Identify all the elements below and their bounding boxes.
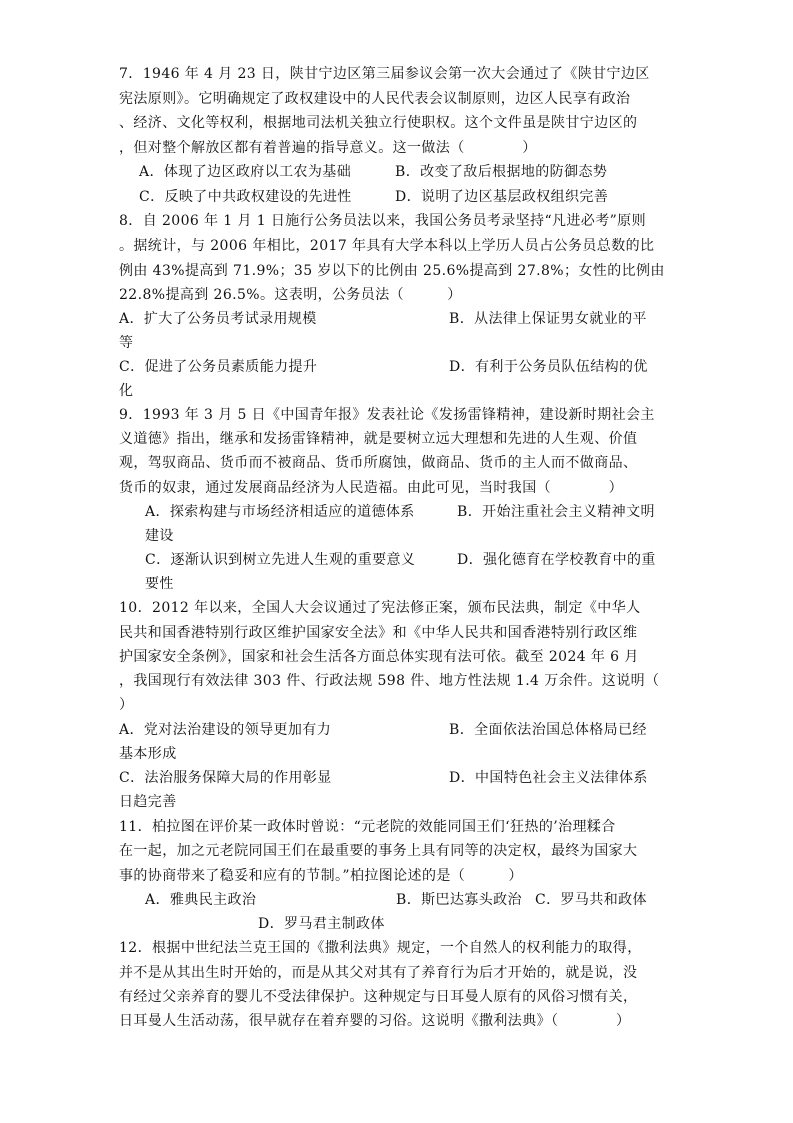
question-stem-line: 8．自 2006 年 1 月 1 日施行公务员法以来，我国公务员考录坚持“凡进必考”原则 [119,213,646,229]
option-a: A．体现了边区政府以工农为基础 [139,164,352,180]
option-d: D．有利于公务员队伍结构的优 [449,359,648,375]
question-stem-line: 例由 43%提高到 71.9%；35 岁以下的比例由 25.6%提高到 27.8%；女性的比例由 [119,263,665,279]
option-a: A．扩大了公务员考试录用规模 [119,311,317,327]
option-c: C．法治服务保障大局的作用彰显 [119,770,332,786]
question-stem-line: 护国家安全条例》，国家和社会生活各方面总体实现有法可依。截至 2024 年 6 月 [119,649,639,665]
option-b: B．全面依法治国总体格局已经 [449,722,647,738]
question-stem-line: ，我国现行有效法律 303 件、行政法规 598 件、地方性法规 1.4 万余件。这说明（ [119,673,660,689]
option-b: B．改变了敌后根据地的防御态势 [395,164,608,180]
question-stem-line: 宪法原则》。它明确规定了政权建设中的人民代表会议制原则，边区人民享有政治 [119,91,631,107]
question-stem-line: ） [119,697,134,713]
option-c: C．反映了中共政权建设的先进性 [139,189,352,205]
question-stem-line: 民共和国香港特别行政区维护国家安全法》和《中华人民共和国香港特别行政区维 [119,625,638,641]
option-b-continued: 等 [119,335,134,351]
question-stem-line: 并不是从其出生时开始的，而是从其父对其有了养育行为后才开始的，就是说，没 [119,965,638,981]
option-b: B．从法律上保证男女就业的平 [449,311,647,327]
option-c: C．促进了公务员素质能力提升 [119,359,318,375]
question-stem-line: 义道德》指出，继承和发扬雷锋精神，就是要树立远大理想和先进的人生观、价值 [119,431,638,447]
question-stem-line: 事的协商带来了稳妥和应有的节制。”柏拉图论述的是（ ） [119,868,523,884]
option-d: D．说明了边区基层政权组织完善 [395,189,609,205]
question-stem-line: 货币的奴隶，通过发展商品经济为人民造福。由此可见，当时我国（ ） [119,480,623,496]
question-stem-line: 11．柏拉图在评价某一政体时曾说：“元老院的效能同国王们‘狂热的’治理糅合 [119,819,616,835]
question-stem-line: ，但对整个解放区都有着普遍的指导意义。这一做法（ ） [119,140,537,156]
question-stem-line: 9．1993 年 3 月 5 日《中国青年报》发表社论《发扬雷锋精神，建设新时期社会主 [119,407,655,423]
option-c: C．罗马共和政体 [535,892,647,908]
question-stem-line: 10．2012 年以来，全国人大会议通过了宪法修正案，颁布民法典，制定《中华人 [119,600,641,616]
question-stem-line: 。据统计，与 2006 年相比，2017 年具有大学本科以上学历人员占公务员总数的比 [119,238,655,254]
question-stem-line: 观，驾驭商品、货币而不被商品、货币所腐蚀，做商品、货币的主人而不做商品、 [119,455,638,471]
option-d-continued: 日趋完善 [119,794,177,810]
question-stem-line: 日耳曼人生活动荡，很早就存在着弃婴的习俗。这说明《撒利法典》（ ） [119,1013,631,1029]
question-stem-line: 22.8%提高到 26.5%。这表明，公务员法（ ） [119,287,462,303]
option-d-continued: 化 [119,383,134,399]
option-a: A．探索构建与市场经济相适应的道德体系 [145,504,415,520]
option-d: D．中国特色社会主义法律体系 [449,770,648,786]
option-a: A．党对法治建设的领导更加有力 [119,722,332,738]
question-stem-line: 7．1946 年 4 月 23 日，陕甘宁边区第三届参议会第一次大会通过了《陕甘宁边区 [119,66,650,82]
option-b: B．开始注重社会主义精神文明 [457,504,655,520]
option-b: B．斯巴达寡头政治 [396,892,522,908]
question-stem-line: 12．根据中世纪法兰克王国的《撒利法典》规定，一个自然人的权利能力的取得， [119,940,642,956]
option-d-continued: 要性 [145,576,174,592]
option-d: D．罗马君主制政体 [258,916,385,932]
question-stem-line: 、经济、文化等权利，根据地司法机关独立行使职权。这个文件虽是陕甘宁边区的 [119,115,638,131]
question-stem-line: 在一起，加之元老院同国王们在最重要的事务上具有同等的决定权，最终为国家大 [119,843,638,859]
question-stem-line: 有经过父亲养育的婴儿不受法律保护。这种规定与日耳曼人原有的风俗习惯有关， [119,989,638,1005]
option-c: C．逐渐认识到树立先进人生观的重要意义 [145,552,416,568]
option-b-continued: 建设 [145,528,174,544]
option-b-continued: 基本形成 [119,746,177,762]
option-a: A．雅典民主政治 [145,892,257,908]
option-d: D．强化德育在学校教育中的重 [457,552,656,568]
